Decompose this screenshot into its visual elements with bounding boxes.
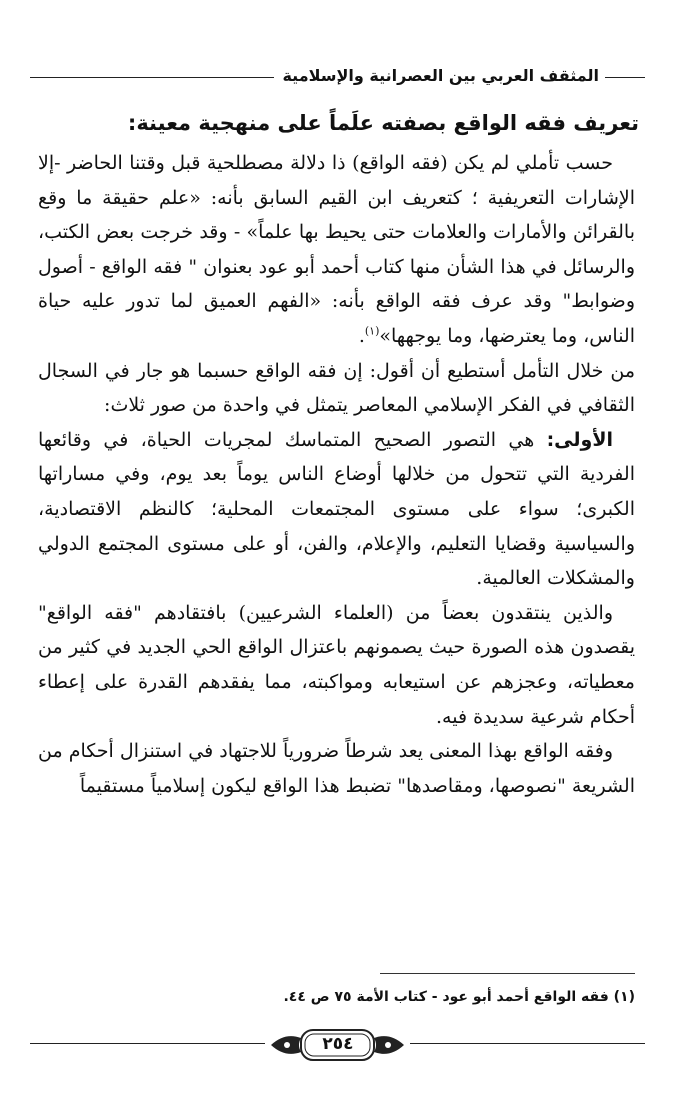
footer-rule-left: [30, 1043, 265, 1044]
header-rule-right: [605, 77, 645, 78]
paragraph-3-lead: الأولى:: [546, 428, 613, 451]
paragraph-1: [38, 146, 635, 354]
paragraph-5: وفقه الواقع بهذا المعنى يعد شرطاً ضرورياً للاجتهاد في استنزال أحكام من الشريعة "نصوصها، ومقاصدها" تضبط هذا الواقع ليكون إسلامياً مستقيماً: [38, 740, 635, 797]
running-title: المثقف العربي بين العصرانية والإسلامية: [282, 65, 599, 85]
header-rule-left: [30, 77, 274, 78]
footnote: (١) فقه الواقع أحمد أبو عود - كتاب الأمة ٧٥ ص ٤٤.: [283, 989, 635, 1005]
footer-rule-right: [410, 1043, 645, 1044]
footnote-separator: [380, 973, 635, 974]
body-text: [38, 146, 635, 803]
section-heading: تعريف فقه الواقع بصفته علَماً على منهجية معينة:: [127, 111, 639, 135]
running-header: [30, 60, 645, 90]
paragraph-1-text: حسب تأملي لم يكن (فقه الواقع) ذا دلالة مصطلحية قبل وقتنا الحاضر -إلا الإشارات التعريفية ؛ كتعريف ابن القيم السابق بأنه: «علم حقيقة ما وقع بالقرائن والأمارات والعلامات حتى يحيط بها علماً» - وقد خرجت بعض الكتب، والرسائل في هذا الشأن منها كتاب أحمد أبو عود بعنوان " فقه الواقع - أصول وضوابط" وقد عرف فقه الواقع بأنه: «الفهم العميق لما تدور عليه حياة الناس، وما يعترضها، وما يوجهها»: [38, 152, 635, 347]
paragraph-1-tail: .: [358, 324, 365, 347]
paragraph-3-text: هي التصور الصحيح المتماسك لمجريات الحياة، في وقائعها الفردية التي تتحول من خلالها أوضاع الناس يوماً بعد يوم، وفي مساراتها الكبرى؛ سواء على مستوى المجتمعات المحلية؛ كالنظم الاقتصادية، والسياسية وقضايا التعليم، والإعلام، والفن، أو على مستوى المجتمع الدولي والمشكلات العالمية.: [38, 428, 635, 590]
paragraph-4: والذين ينتقدون بعضاً من (العلماء الشرعيين) بافتقادهم "فقه الواقع" يقصدون هذه الصورة حيث يصمونهم باعتزال الواقع الحي الجديد في كثير من معطياته، وعجزهم عن استيعابه ومواكبته، مما يفقدهم القدرة على إعطاء أحكام شرعية سديدة فيه.: [38, 601, 635, 728]
paragraph-2: من خلال التأمل أستطيع أن أقول: إن فقه الواقع حسبما هو جار في السجال الثقافي في الفكر الإسلامي المعاصر يتمثل في واحدة من صور ثلاث:: [38, 359, 635, 417]
page-number: ٢٥٤: [322, 1034, 354, 1054]
footnote-reference[interactable]: (١): [364, 324, 380, 338]
paragraph-3: [38, 423, 635, 596]
